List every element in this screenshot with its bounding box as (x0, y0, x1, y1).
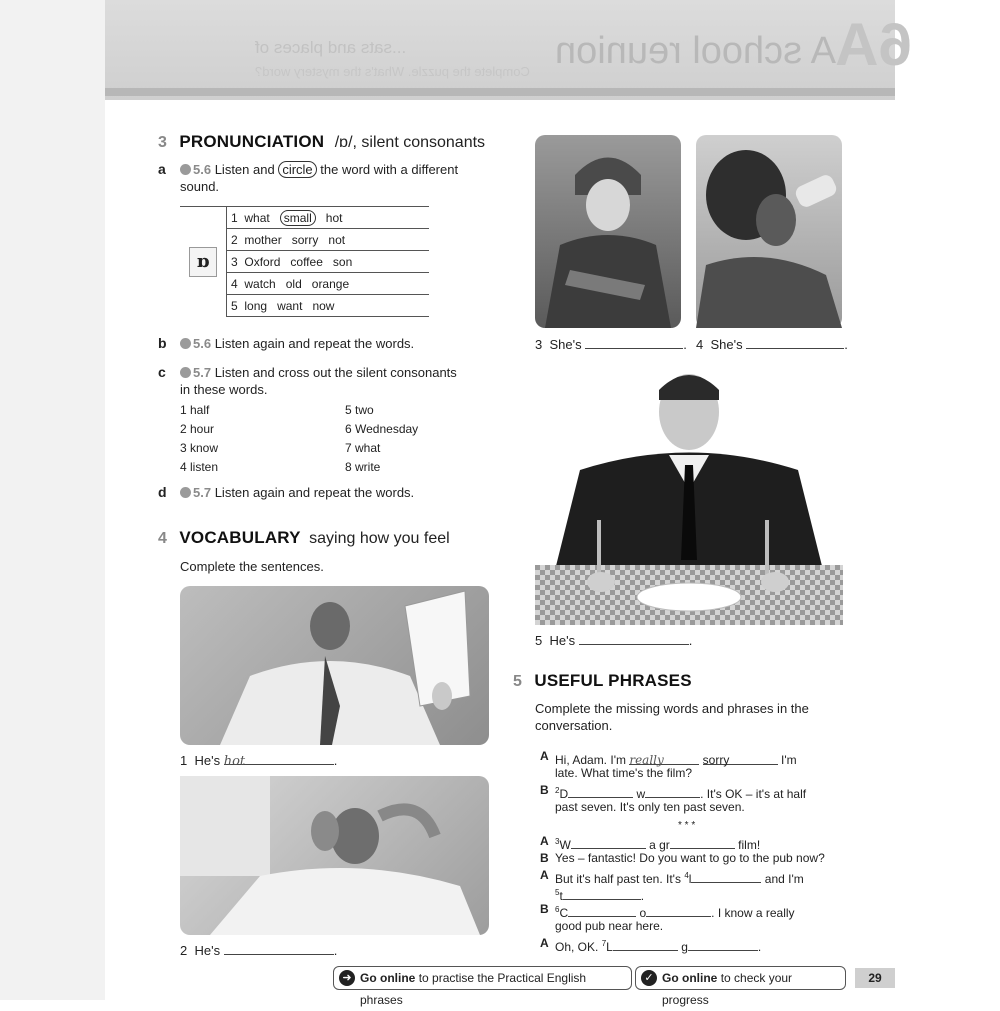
page-margin (0, 0, 105, 1000)
exercise-3d (158, 484, 488, 501)
section-number: 3 (158, 134, 167, 151)
link-text: to check your progress (662, 971, 793, 1007)
audio-icon[interactable] (180, 164, 191, 175)
answer-blank[interactable] (224, 942, 334, 955)
conversation-line: good pub near here. (555, 919, 664, 933)
cold-woman-illustration (535, 135, 681, 328)
list-item[interactable]: 6 Wednesday (345, 422, 419, 436)
hungry-man-illustration (535, 360, 843, 625)
conversation-line: late. What time's the film? (555, 766, 693, 780)
silent-words-list-right (345, 401, 418, 477)
photo-tired-man (180, 776, 489, 935)
list-item[interactable]: 2 hour (180, 422, 215, 436)
circle-word: circle (278, 161, 316, 178)
section-number: 5 (513, 673, 522, 690)
word-row[interactable]: 5 long want now (227, 295, 430, 317)
exercise-3c (158, 364, 488, 397)
section-number: 4 (158, 530, 167, 547)
sound-symbol-cell (180, 207, 227, 317)
word-row[interactable]: 3 Oxford coffee son (227, 251, 430, 273)
track-number: 5.6 (193, 162, 212, 177)
answer-blank[interactable] (571, 836, 646, 849)
sentence-3: 3 She's . (535, 337, 687, 352)
instruction-text-3: sound. (180, 179, 220, 194)
sound-symbol: ɒ (189, 247, 217, 277)
pronunciation-table (180, 206, 429, 317)
section-title: VOCABULARY (179, 528, 301, 547)
separator: * * * (678, 820, 696, 831)
section-5-instruction: Complete the missing words and phrases in the conversation. (535, 701, 809, 733)
section-title: USEFUL PHRASES (534, 671, 692, 690)
circled-answer: small (280, 210, 316, 226)
conversation-line: $^5$t . (555, 888, 645, 903)
unit-number: 6A (835, 11, 912, 78)
answer-blank[interactable] (691, 870, 761, 883)
exercise-letter: d (158, 484, 167, 500)
hot-man-illustration (180, 586, 489, 745)
audio-icon[interactable] (180, 338, 191, 349)
photo-hot-man (180, 586, 489, 745)
list-item[interactable]: 1 half (180, 403, 210, 417)
sentence-5: 5 He's . (535, 633, 693, 648)
check-progress-link[interactable] (635, 966, 846, 1007)
track-number: 5.6 (193, 336, 212, 351)
track-number: 5.7 (193, 365, 212, 380)
answer-blank[interactable] (563, 887, 641, 900)
photo-thirsty-woman (696, 135, 842, 328)
sentence-1: 1 He's hot . (180, 753, 338, 769)
phonetic-symbol: /ɒ/, (334, 134, 357, 151)
instruction-text: Listen again and repeat the words. (214, 485, 415, 500)
section-subtitle: silent consonants (361, 134, 486, 151)
answer-blank[interactable] (688, 938, 758, 951)
header-ghost-text: ...sats and places of (255, 38, 407, 57)
header-ghost-text-2: Complete the puzzle. What's the mystery word? (255, 64, 530, 79)
answer-blank[interactable] (568, 904, 636, 917)
instruction-text: Listen and cross out the silent consonants (214, 365, 457, 380)
answer-blank[interactable]: hot (224, 752, 334, 765)
answer-blank[interactable] (645, 785, 700, 798)
silent-words-list-left (180, 401, 218, 477)
checkmark-icon: ✓ (641, 970, 657, 986)
thirsty-woman-illustration (696, 135, 842, 328)
answer-blank[interactable] (579, 632, 689, 645)
section-4-heading (158, 528, 450, 548)
online-practice-link[interactable] (333, 966, 632, 1007)
sentence-2: 2 He's . (180, 943, 338, 958)
word-row[interactable]: 2 mother sorry not (227, 229, 430, 251)
photo-hungry-man (535, 360, 843, 625)
answer-blank[interactable] (646, 904, 711, 917)
section-title: PRONUNCIATION (179, 132, 325, 151)
conversation: A Hi, Adam. I'm really sorry I'm late. What time's the film? B $^2$D w . It's OK – it's at half past seven. It's only ten past seven. * * * A $^3$W a gr film! B Yes – fantastic! Do you want to go to the pub now? A But it's half past ten. It's $^4$l and I'm $^5$t . B $^6$C o . I know a really good pub near here. A Oh, OK. $^7$L g . (540, 749, 825, 954)
header-stripe (105, 88, 895, 96)
word-row[interactable]: 4 watch old orange (227, 273, 430, 295)
conversation-line: past seven. It's only ten past seven. (555, 800, 745, 814)
exercise-3b (158, 335, 488, 352)
section-4-instruction: Complete the sentences. (180, 559, 324, 574)
audio-icon[interactable] (180, 487, 191, 498)
list-item[interactable]: 8 write (345, 460, 381, 474)
answer-blank[interactable] (670, 836, 735, 849)
instruction-text: Listen again and repeat the words. (214, 336, 415, 351)
instruction-text-2: in these words. (180, 382, 268, 397)
instruction-text: Listen and (214, 162, 275, 177)
link-bold-text: Go online (360, 971, 416, 985)
page-number: 29 (855, 968, 895, 988)
unit-title: A school reunion (555, 30, 836, 72)
answer-blank[interactable] (585, 336, 683, 349)
unit-header (105, 0, 912, 100)
table-row (180, 207, 429, 229)
exercise-letter: b (158, 335, 167, 351)
list-item[interactable]: 3 know (180, 441, 219, 455)
track-number: 5.7 (193, 485, 212, 500)
sentence-4: 4 She's . (696, 337, 848, 352)
list-item[interactable]: 5 two (345, 403, 374, 417)
photo-cold-woman (535, 135, 681, 328)
section-subtitle: saying how you feel (309, 530, 450, 547)
answer-blank[interactable] (568, 785, 633, 798)
exercise-3a (158, 161, 488, 194)
tired-man-illustration (180, 776, 489, 935)
answer-blank[interactable] (746, 336, 844, 349)
link-bold-text: Go online (662, 971, 718, 985)
audio-icon[interactable] (180, 367, 191, 378)
section-3-heading (158, 132, 485, 152)
exercise-letter: c (158, 364, 166, 380)
answer-blank[interactable]: sorry (703, 752, 778, 765)
section-5-heading (513, 671, 692, 691)
list-item[interactable]: 4 listen (180, 460, 219, 474)
cursor-icon: ➜ (339, 970, 355, 986)
answer-blank[interactable] (613, 938, 678, 951)
instruction-text-2: the word with a different (320, 162, 459, 177)
word-row[interactable]: 1 what small hot (227, 207, 430, 229)
link-text: to practise the Practical English phrases (360, 971, 587, 1007)
answer-blank[interactable]: really (629, 752, 699, 765)
exercise-letter: a (158, 161, 166, 177)
list-item[interactable]: 7 what (345, 441, 381, 455)
